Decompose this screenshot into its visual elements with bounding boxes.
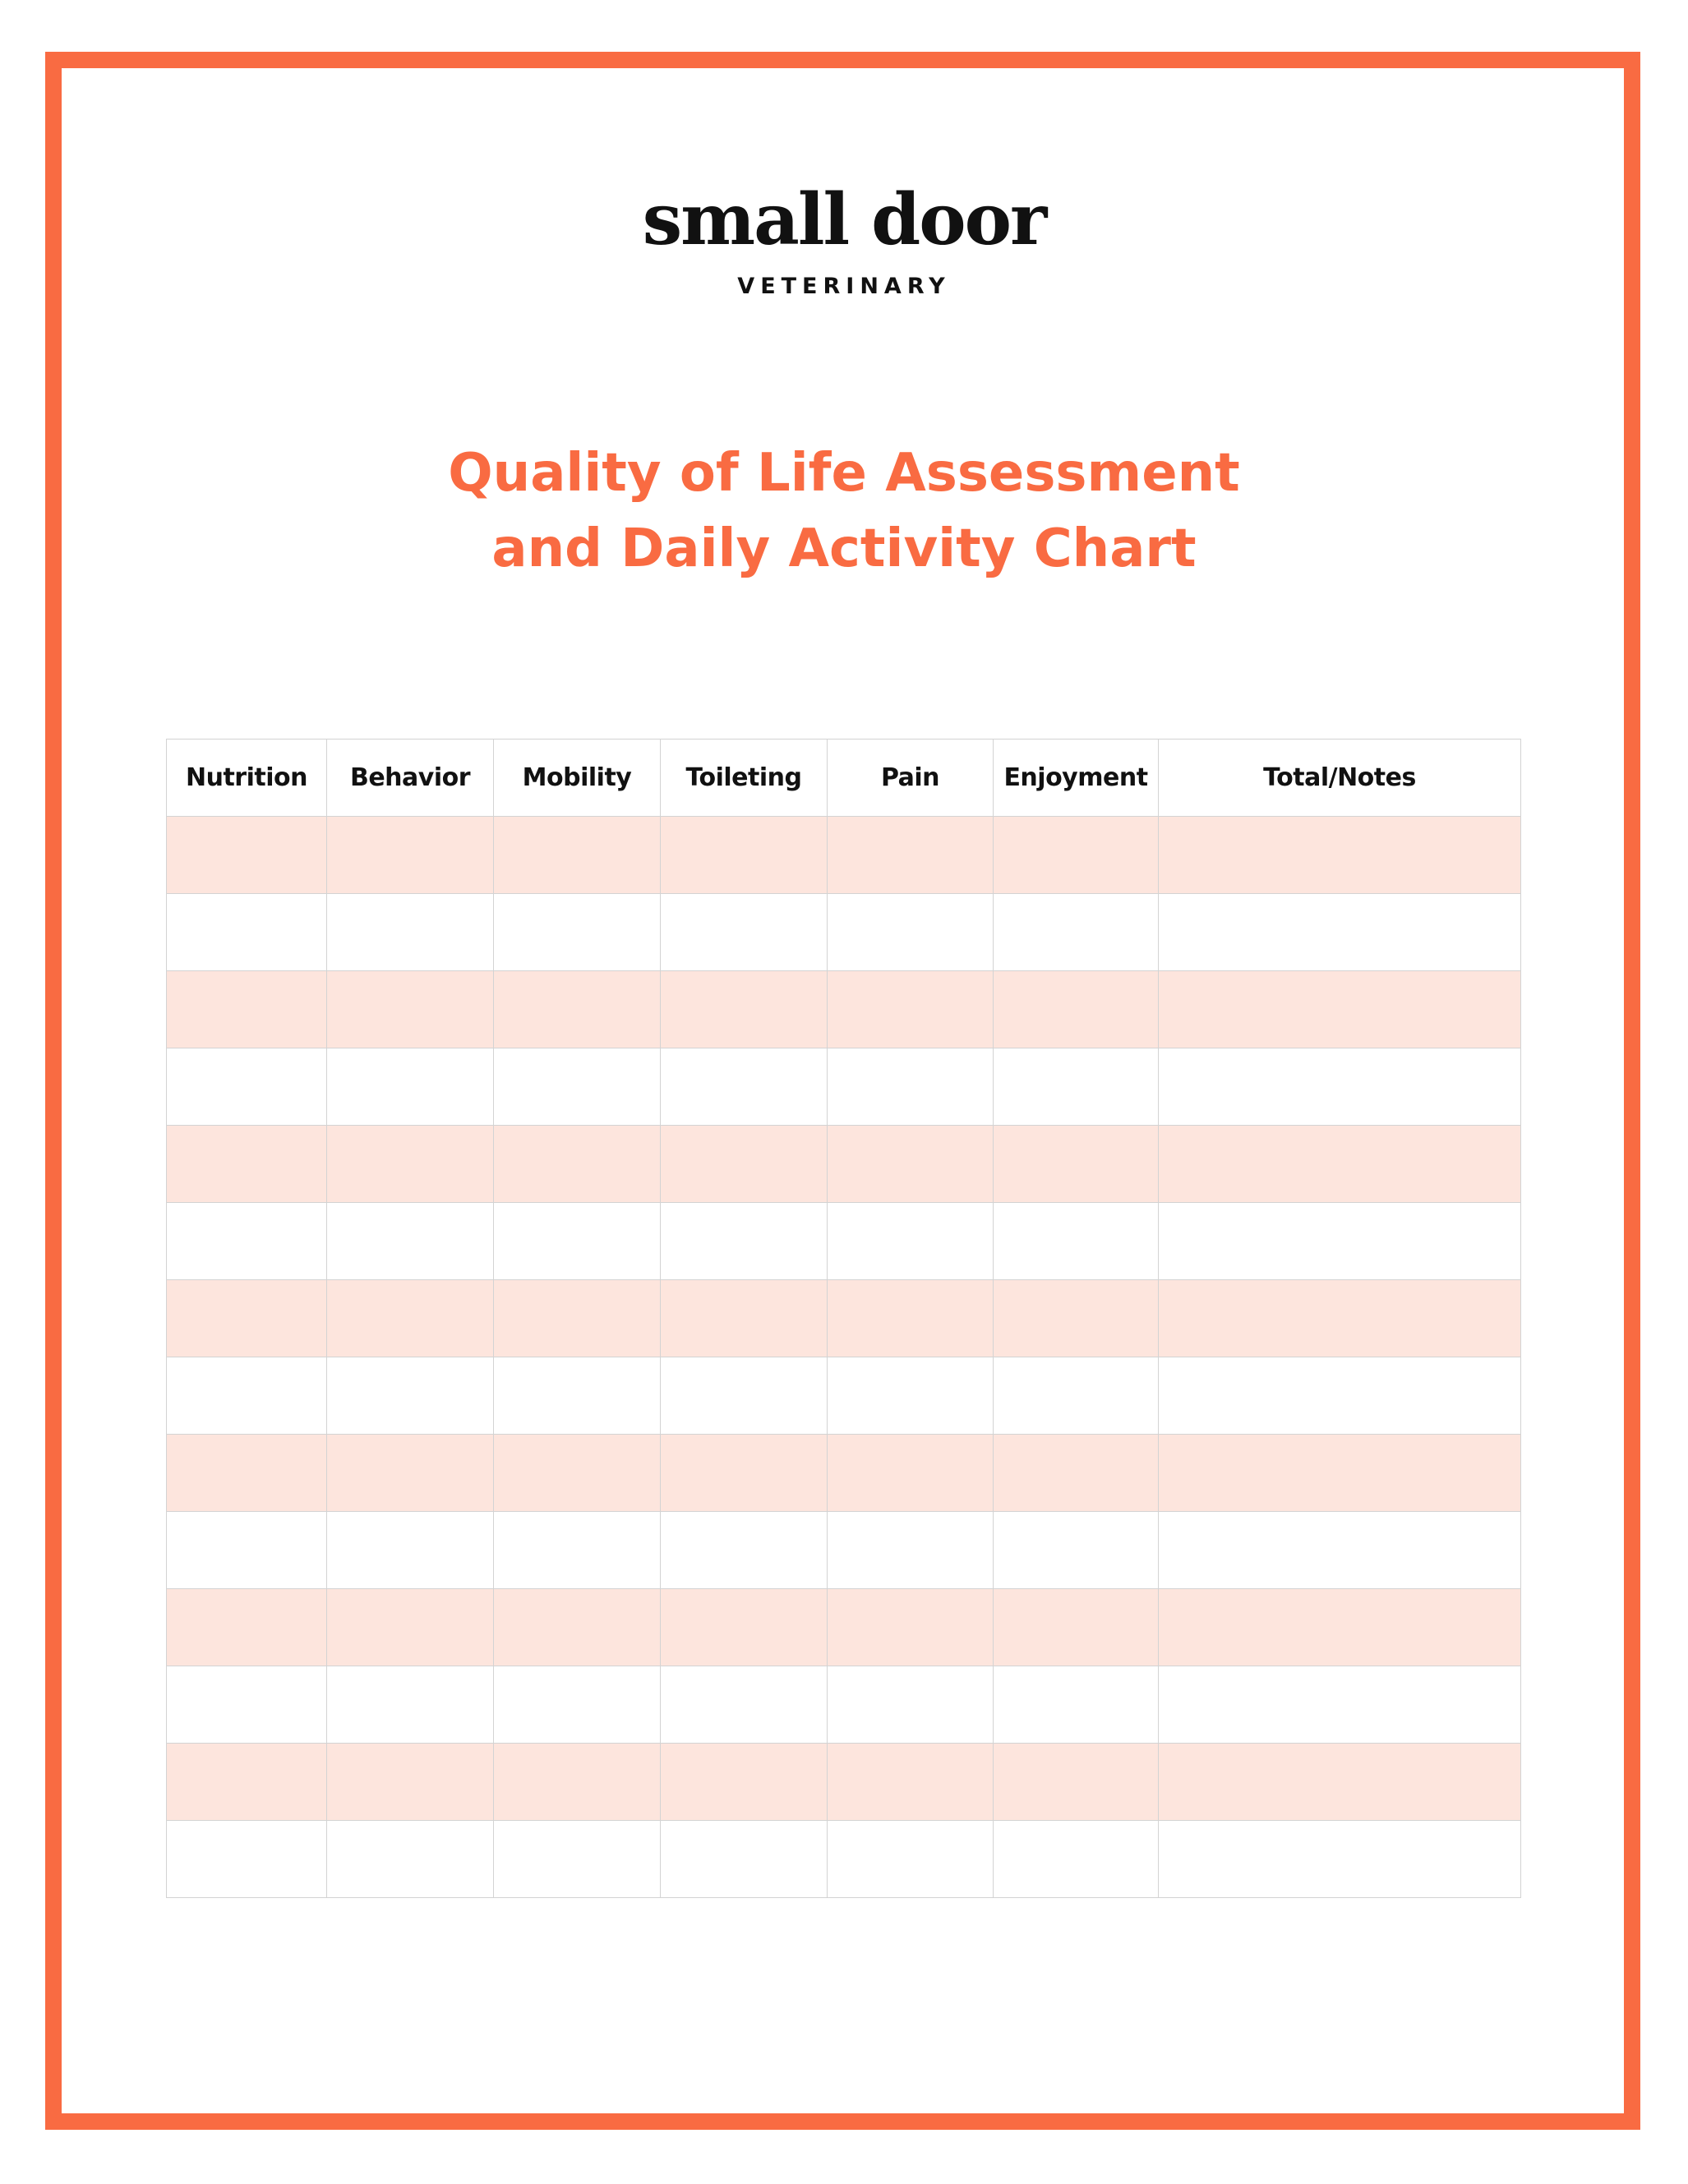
- header-behavior: Behavior: [327, 740, 494, 817]
- table-cell[interactable]: [994, 1744, 1159, 1821]
- table-cell[interactable]: [327, 1048, 494, 1126]
- table-cell[interactable]: [167, 894, 327, 971]
- table-cell[interactable]: [167, 817, 327, 894]
- table-cell[interactable]: [327, 817, 494, 894]
- table-cell[interactable]: [1159, 1589, 1521, 1666]
- header-total-notes: Total/Notes: [1159, 740, 1521, 817]
- table-cell[interactable]: [994, 1512, 1159, 1589]
- table-cell[interactable]: [1159, 1280, 1521, 1357]
- table-cell[interactable]: [167, 1589, 327, 1666]
- table-cell[interactable]: [828, 1435, 994, 1512]
- header-mobility: Mobility: [494, 740, 661, 817]
- table-cell[interactable]: [167, 1435, 327, 1512]
- table-cell[interactable]: [494, 1126, 661, 1203]
- table-cell[interactable]: [828, 1589, 994, 1666]
- table-row: [167, 1666, 1521, 1744]
- table-cell[interactable]: [167, 1280, 327, 1357]
- table-cell[interactable]: [494, 1048, 661, 1126]
- table-row: [167, 1512, 1521, 1589]
- table-cell[interactable]: [828, 1280, 994, 1357]
- table-cell[interactable]: [828, 1512, 994, 1589]
- table-cell[interactable]: [828, 1744, 994, 1821]
- table-cell[interactable]: [661, 1589, 828, 1666]
- table-row: [167, 971, 1521, 1048]
- table-cell[interactable]: [1159, 1048, 1521, 1126]
- table-cell[interactable]: [828, 1666, 994, 1744]
- table-cell[interactable]: [994, 1821, 1159, 1898]
- table-cell[interactable]: [661, 817, 828, 894]
- table-cell[interactable]: [994, 894, 1159, 971]
- table-cell[interactable]: [167, 1744, 327, 1821]
- table-cell[interactable]: [494, 1435, 661, 1512]
- table-cell[interactable]: [994, 817, 1159, 894]
- table-row: [167, 817, 1521, 894]
- table-cell[interactable]: [167, 1048, 327, 1126]
- table-cell[interactable]: [994, 1203, 1159, 1280]
- table-row: [167, 1821, 1521, 1898]
- table-cell[interactable]: [327, 894, 494, 971]
- table-cell[interactable]: [494, 1744, 661, 1821]
- table-cell[interactable]: [167, 1126, 327, 1203]
- table-cell[interactable]: [661, 971, 828, 1048]
- table-cell[interactable]: [1159, 817, 1521, 894]
- table-cell[interactable]: [167, 971, 327, 1048]
- table-cell[interactable]: [661, 1126, 828, 1203]
- table-cell[interactable]: [661, 1512, 828, 1589]
- table-cell[interactable]: [1159, 1821, 1521, 1898]
- table-cell[interactable]: [1159, 1666, 1521, 1744]
- table-cell[interactable]: [327, 1435, 494, 1512]
- header-toileting: Toileting: [661, 740, 828, 817]
- table-cell[interactable]: [994, 971, 1159, 1048]
- header-pain: Pain: [828, 740, 994, 817]
- table-cell[interactable]: [994, 1280, 1159, 1357]
- table-cell[interactable]: [661, 1280, 828, 1357]
- table-cell[interactable]: [661, 1744, 828, 1821]
- table-row: [167, 1203, 1521, 1280]
- table-cell[interactable]: [1159, 894, 1521, 971]
- table-cell[interactable]: [167, 1666, 327, 1744]
- table-cell[interactable]: [327, 1744, 494, 1821]
- table-cell[interactable]: [828, 1048, 994, 1126]
- table-row: [167, 1589, 1521, 1666]
- table-cell[interactable]: [1159, 1744, 1521, 1821]
- table-cell[interactable]: [828, 1203, 994, 1280]
- table-cell[interactable]: [494, 894, 661, 971]
- table-cell[interactable]: [167, 1821, 327, 1898]
- table-header-row: [167, 740, 1521, 817]
- table-cell[interactable]: [327, 1203, 494, 1280]
- table-row: [167, 894, 1521, 971]
- table-row: [167, 1280, 1521, 1357]
- header-enjoyment: Enjoyment: [994, 740, 1159, 817]
- table-cell[interactable]: [661, 1048, 828, 1126]
- table-cell[interactable]: [661, 1821, 828, 1898]
- header-nutrition: Nutrition: [167, 740, 327, 817]
- table-cell[interactable]: [661, 1203, 828, 1280]
- table-cell[interactable]: [994, 1126, 1159, 1203]
- table-body: [167, 817, 1521, 1898]
- table-cell[interactable]: [494, 1666, 661, 1744]
- table-cell[interactable]: [167, 1203, 327, 1280]
- table-cell[interactable]: [494, 1280, 661, 1357]
- table-cell[interactable]: [327, 971, 494, 1048]
- table-row: [167, 1744, 1521, 1821]
- table-cell[interactable]: [994, 1589, 1159, 1666]
- table-cell[interactable]: [1159, 1126, 1521, 1203]
- table-cell[interactable]: [167, 1357, 327, 1435]
- table-cell[interactable]: [494, 1357, 661, 1435]
- table-cell[interactable]: [1159, 1357, 1521, 1435]
- table-cell[interactable]: [994, 1435, 1159, 1512]
- activity-table: [166, 739, 1521, 1898]
- table-row: [167, 1357, 1521, 1435]
- brand-subtitle: VETERINARY: [737, 274, 951, 299]
- table-cell[interactable]: [327, 1280, 494, 1357]
- brand-logo: small door: [642, 178, 1046, 261]
- title-line-2: and Daily Activity Chart: [491, 518, 1197, 579]
- table-cell[interactable]: [828, 817, 994, 894]
- table-cell[interactable]: [994, 1357, 1159, 1435]
- table-cell[interactable]: [494, 1512, 661, 1589]
- table-cell[interactable]: [494, 1203, 661, 1280]
- table-cell[interactable]: [661, 1666, 828, 1744]
- table-row: [167, 1435, 1521, 1512]
- table-cell[interactable]: [828, 971, 994, 1048]
- table-row: [167, 1126, 1521, 1203]
- table-cell[interactable]: [994, 1666, 1159, 1744]
- table-cell[interactable]: [1159, 1512, 1521, 1589]
- table-cell[interactable]: [828, 1357, 994, 1435]
- table-cell[interactable]: [661, 1357, 828, 1435]
- table-cell[interactable]: [167, 1512, 327, 1589]
- table-cell[interactable]: [494, 971, 661, 1048]
- table-row: [167, 1048, 1521, 1126]
- table-cell[interactable]: [1159, 971, 1521, 1048]
- table-cell[interactable]: [828, 1126, 994, 1203]
- table-cell[interactable]: [1159, 1203, 1521, 1280]
- table-cell[interactable]: [661, 894, 828, 971]
- table-cell[interactable]: [494, 1589, 661, 1666]
- table-cell[interactable]: [1159, 1435, 1521, 1512]
- table-cell[interactable]: [661, 1435, 828, 1512]
- page-title: [0, 435, 1688, 587]
- table-cell[interactable]: [327, 1666, 494, 1744]
- table-cell[interactable]: [494, 817, 661, 894]
- table-cell[interactable]: [327, 1357, 494, 1435]
- table-cell[interactable]: [327, 1512, 494, 1589]
- table-cell[interactable]: [494, 1821, 661, 1898]
- table-cell[interactable]: [828, 1821, 994, 1898]
- table-cell[interactable]: [828, 894, 994, 971]
- table-cell[interactable]: [994, 1048, 1159, 1126]
- title-line-1: Quality of Life Assessment: [448, 443, 1240, 504]
- table-cell[interactable]: [327, 1126, 494, 1203]
- table-cell[interactable]: [327, 1589, 494, 1666]
- table-cell[interactable]: [327, 1821, 494, 1898]
